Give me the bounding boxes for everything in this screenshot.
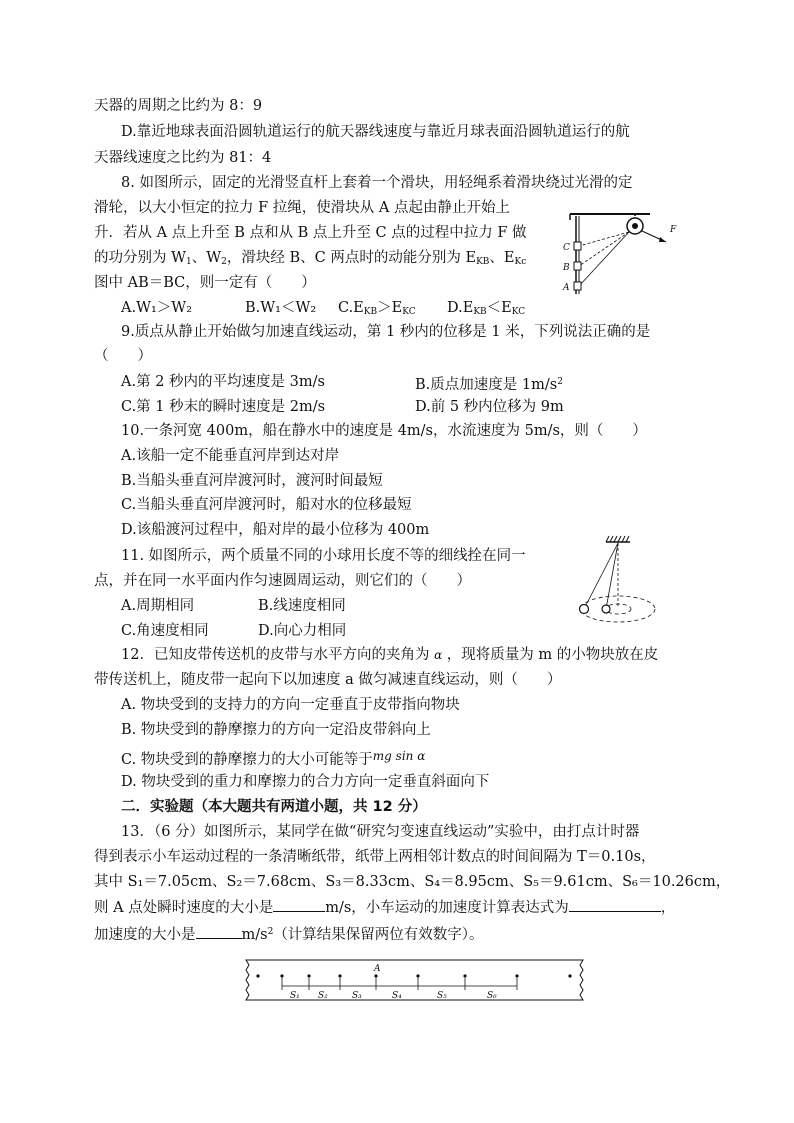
q9-text: B.质点加速度是 1m/s: [415, 377, 558, 393]
paper-tape-figure: [242, 956, 587, 1006]
q8-stem: 升．若从 A 点上升至 B 点和从 B 点上升至 C 点的过程中拉力 F 做: [94, 225, 527, 241]
point-b-label: B: [563, 263, 570, 273]
q11-stem: 11. 如图所示，两个质量不同的小球用长度不等的细线拴在同一: [121, 548, 526, 564]
point-c-label: C: [563, 243, 570, 253]
q8-stem: [94, 248, 526, 272]
formula: mg sin α: [372, 749, 426, 763]
q8-option-a: A.W₁＞W₂: [121, 300, 193, 316]
q13-text: 则 A 点处瞬时速度的大小是: [94, 900, 274, 916]
q13-text: m/s: [241, 927, 268, 943]
q11-option-c: C.角速度相同: [121, 623, 209, 639]
q8-option-d: [447, 298, 525, 322]
q8-text: C.E: [338, 300, 364, 316]
q8-text: 的功分别为 W: [94, 250, 187, 266]
point-a-label: A: [563, 283, 570, 293]
q13-text: 加速度的大小是: [94, 927, 196, 943]
force-label: F: [670, 225, 677, 235]
q12-text: C. 物块受到的静摩擦力的大小可能等于: [121, 752, 373, 768]
s5-label: S₅: [437, 991, 447, 1001]
q8-text: ＜E: [486, 300, 512, 316]
subscript: KB: [363, 307, 378, 317]
subscript: KC: [402, 307, 416, 317]
answer-blank[interactable]: [196, 924, 242, 939]
q9-option-b: [415, 372, 563, 395]
s6-label: S₆: [487, 991, 497, 1001]
s1-label: S₁: [290, 991, 300, 1001]
subscript: Kc: [514, 257, 527, 267]
q12-option-c: [121, 746, 425, 770]
q12-text: 12．已知皮带传送机的皮带与水平方向的夹角为: [121, 647, 430, 663]
superscript: 2: [267, 927, 274, 937]
q13-stem: [94, 922, 484, 945]
q10-stem: 10.一条河宽 400m，船在静水中的速度是 4m/s，水流速度为 5m/s，则（ ）: [121, 423, 647, 439]
q11-option-b: B.线速度相同: [258, 598, 346, 614]
point-a-label: A: [374, 964, 381, 974]
s4-label: S₄: [392, 991, 402, 1001]
q8-stem: 8. 如图所示，固定的光滑竖直杆上套着一个滑块，用轻绳系着滑块绕过光滑的定: [121, 175, 633, 191]
q8-text: 、W: [191, 250, 222, 266]
q13-stem: [94, 897, 675, 918]
q11-option-d: D.向心力相同: [258, 623, 347, 639]
q10-option-a: A.该船一定不能垂直河岸到达对岸: [121, 448, 340, 464]
superscript: 2: [557, 377, 563, 387]
text-line: 天器的周期之比约为 8：9: [94, 98, 263, 114]
q8-option-c: [338, 298, 416, 322]
q8-text: D.E: [447, 300, 474, 316]
subscript: KB: [473, 307, 487, 317]
q10-option-d: D.该船渡河过程中，船对岸的最小位移为 400m: [121, 522, 430, 538]
q11-stem: 点，并在同一水平面内作匀速圆周运动，则它们的（ ）: [94, 573, 471, 589]
q13-text: m/s，小车运动的加速度计算表达式为: [325, 900, 569, 916]
subscript: 1: [186, 257, 192, 267]
conical-pendulum-figure: [572, 534, 680, 626]
q11-option-a: A.周期相同: [121, 598, 195, 614]
q13-stem: 得到表示小车运动过程的一条清晰纸带，纸带上两相邻计数点的时间间隔为 T＝0.10s，: [94, 849, 656, 865]
q12-option-d: D. 物块受到的重力和摩擦力的合力方向一定垂直斜面向下: [121, 774, 490, 790]
subscript: KC: [511, 307, 526, 317]
q12-option-a: A. 物块受到的支持力的方向一定垂直于皮带指向物块: [121, 697, 460, 713]
q8-text: ，滑块经 B、C 两点时的动能分别为 E: [226, 250, 477, 266]
section-heading: 二．实验题（本大题共有两道小题，共 12 分）: [121, 799, 427, 815]
q8-stem: 图中 AB＝BC，则一定有（ ）: [94, 275, 316, 291]
q13-text: （计算结果保留两位有效数字）。: [273, 927, 484, 943]
q12-stem: 带传送机上，随皮带一起向下以加速度 a 做匀减速直线运动，则（ ）: [94, 672, 562, 688]
q9-option-d: D.前 5 秒内位移为 9m: [415, 399, 564, 415]
q10-option-c: C.当船头垂直河岸渡河时，船对水的位移最短: [121, 497, 412, 513]
option-d-line: D.靠近地球表面沿圆轨道运行的航天器线速度与靠近月球表面沿圆轨道运行的航: [121, 124, 630, 140]
q8-text: ＞E: [377, 300, 403, 316]
subscript: KB: [476, 257, 490, 267]
q12-option-b: B. 物块受到的静摩擦力的方向一定沿皮带斜向上: [121, 722, 431, 738]
q13-stem: 13．（6 分）如图所示，某同学在做“研究匀变速直线运动”实验中，由打点计时器: [121, 824, 640, 840]
subscript: 2: [221, 257, 227, 267]
q8-text: 、E: [489, 250, 515, 266]
q12-stem: [121, 645, 658, 665]
pulley-slider-figure: [560, 208, 680, 300]
q12-text: ，现将质量为 m 的小物块放在皮: [446, 647, 659, 663]
q13-text: ，: [660, 900, 676, 916]
answer-blank[interactable]: [273, 897, 325, 912]
q9-stem: 9.质点从静止开始做匀加速直线运动，第 1 秒内的位移是 1 米，下列说法正确的是: [121, 324, 651, 340]
q8-option-b: B.W₁＜W₂: [245, 300, 317, 316]
q13-stem: 其中 S₁＝7.05cm、S₂＝7.68cm、S₃＝8.33cm、S₄＝8.95cm、S₅＝9.61cm、S₆＝10.26cm，: [94, 874, 731, 890]
q9-stem: （ ）: [94, 348, 152, 364]
s2-label: S₂: [318, 991, 328, 1001]
q8-stem: 滑轮，以大小恒定的拉力 F 拉绳，使滑块从 A 点起由静止开始上: [94, 200, 510, 216]
answer-blank[interactable]: [569, 897, 661, 912]
q9-option-c: C.第 1 秒末的瞬时速度是 2m/s: [121, 399, 326, 415]
text-line: 天器线速度之比约为 81：4: [94, 150, 272, 166]
s3-label: S₃: [352, 991, 362, 1001]
alpha-symbol: α: [434, 648, 443, 662]
q10-option-b: B.当船头垂直河岸渡河时，渡河时间最短: [121, 473, 383, 489]
q9-option-a: A.第 2 秒内的平均速度是 3m/s: [121, 374, 325, 390]
